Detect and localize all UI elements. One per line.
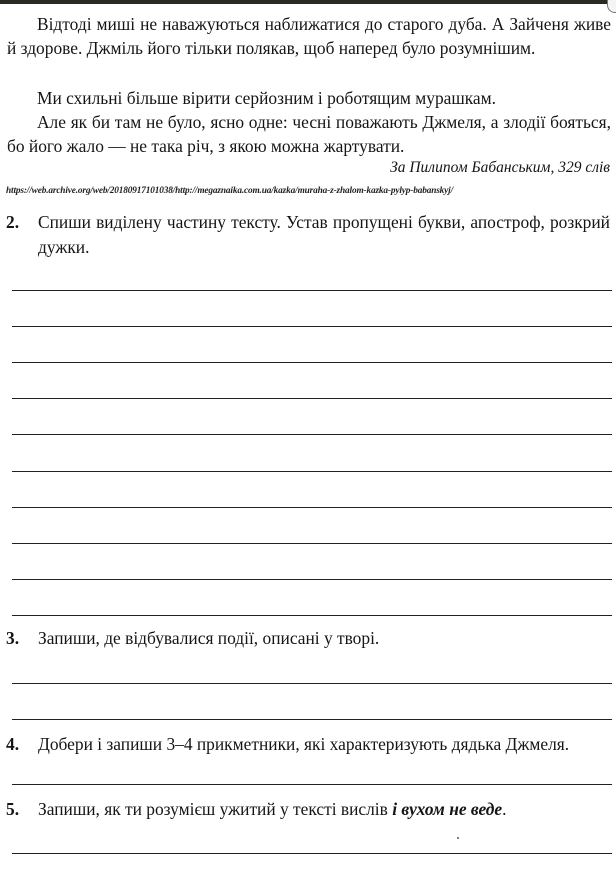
question-number: 2. (6, 212, 20, 232)
question-number: 5. (6, 799, 20, 819)
answer-line[interactable] (12, 683, 612, 684)
answer-line[interactable] (12, 471, 612, 472)
question-2 (6, 210, 610, 260)
print-speck (457, 837, 459, 839)
answer-line[interactable] (12, 784, 612, 785)
answer-line[interactable] (12, 507, 612, 508)
answer-line[interactable] (12, 853, 612, 854)
answer-line[interactable] (12, 398, 612, 399)
question-text-part: Запиши, як ти розумієш ужитий у тексті вислів (38, 799, 393, 819)
story-paragraph-1 (7, 12, 611, 60)
story-paragraph-1-text: Відтоді миші не наважуються наближатися до старого дуба. А Зайченя живе й здорове. Джміль його тільки полякав, щоб наперед було розумнішим. (7, 14, 611, 58)
question-text-part: . (502, 799, 507, 819)
answer-line[interactable] (12, 434, 612, 435)
question-text: Спиши виділену частину тексту. Устав пропущені букви, апостроф, розкрий дужки. (38, 212, 610, 257)
emphasized-phrase: і вухом не веде (392, 799, 503, 819)
question-text: Добери і запиши 3–4 прикметники, які характеризують дядька Джмеля. (38, 734, 570, 754)
story-paragraph-2-text: Ми схильні більше вірити серйозним і роботящим мурашкам. (37, 88, 497, 108)
answer-line[interactable] (12, 290, 612, 291)
story-paragraph-3 (7, 110, 611, 158)
question-number: 4. (6, 734, 20, 754)
question-text (38, 797, 610, 822)
author-credit: За Пилипом Бабанським, 329 слів (390, 159, 610, 176)
story-paragraph-3-text: Але як би там не було, ясно одне: чесні поважають Джмеля, а злодії бояться, бо його жало — не така річ, з якою можна жартувати. (7, 112, 611, 156)
answer-line[interactable] (12, 543, 612, 544)
source-url: https://web.archive.org/web/20180917101038/http://megaznaika.com.ua/kazka/muraha-z-zhalom-kazka-pylyp-babanskyj/ (6, 186, 454, 196)
story-paragraph-2 (7, 86, 611, 110)
question-4 (6, 732, 610, 757)
question-5 (6, 797, 610, 822)
question-3 (6, 626, 610, 651)
question-number: 3. (6, 628, 20, 648)
page-top-edge (0, 0, 616, 4)
answer-line[interactable] (12, 615, 612, 616)
answer-line[interactable] (12, 579, 612, 580)
answer-line[interactable] (12, 326, 612, 327)
answer-line[interactable] (12, 362, 612, 363)
answer-line[interactable] (12, 719, 612, 720)
question-text: Запиши, де відбувалися події, описані у творі. (38, 628, 380, 648)
